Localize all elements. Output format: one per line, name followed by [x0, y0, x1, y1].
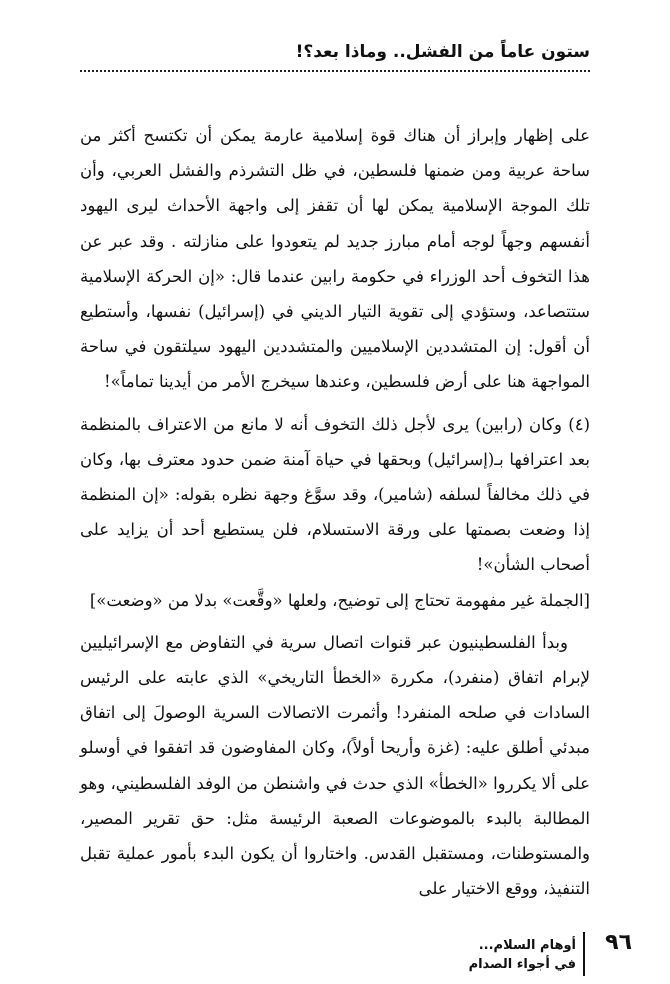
book-title — [440, 936, 576, 974]
paragraph: على إظهار وإبراز أن هناك قوة إسلامية عارمة يمكن أن تكتسح أكثر من ساحة عربية ومن ضمنها فلسطين، في ظل التشرذم والفشل العربي، وأن تلك الموجة الإسلامية يمكن لها أن تقفز إلى واجهة الأحداث ليرى اليهود أنفسهم وجهاً لوجه أمام مبارز جديد لم يتعودوا على منازلته . وقد عبر عن هذا التخوف أحد الوزراء في حكومة رابين عندما قال: «إن الحركة الإسلامية ستتصاعد، وستؤدي إلى تقوية التيار الديني في (إسرائيل) نفسها، وأستطيع أن أقول: إن المتشددين الإسلاميين والمتشددين اليهود سيلتقون في ساحة المواجهة هنا على أرض فلسطين، وعندها سيخرج الأمر من أيدينا تماماً»! — [80, 126, 591, 392]
header-dotted-rule — [80, 70, 590, 72]
paragraph: وبدأ الفلسطينيون عبر قنوات اتصال سرية في التفاوض مع الإسرائيليين لإبرام اتفاق (منفرد)، مكررة «الخطأ التاريخي» الذي عابته على الرئيس السادات في صلحه المنفرد! وأثمرت الاتصالات السرية الوصولَ إلى اتفاق مبدئي أطلق عليه: (غزة وأريحا أولاً)، وكان المفاوضون قد اتفقوا في أوسلو على ألا يكرروا «الخطأ» الذي حدث في واشنطن من الوفد الفلسطيني، وهو المطالبة بالبدء بالموضوعات الصعبة الرئيسة مثل: حق تقرير المصير، والمستوطنات، ومستقبل القدس. واختاروا أن يكون البدء بأمور عملية تقبل التنفيذ، ووقع الاختيار على — [80, 632, 590, 899]
paragraph: (٤) وكان (رابين) يرى لأجل ذلك التخوف أنه لا مانع من الاعتراف بالمنظمة بعد اعترافها بـ(إسرائيل) وبحقها في حياة آمنة ضمن حدود معترف بها، وكان في ذلك مخالفاً لسلفه (شامير)، وقد سوَّغ وجهة نظره بقوله: «إن المنظمة إذا وضعت بصمتها على ورقة الاستسلام، فلن يستطيع أحد أن يزايد على أصحاب الشأن»! — [80, 414, 590, 575]
book-title-line: في أجواء الصدام — [468, 957, 576, 972]
footer-divider — [583, 932, 585, 976]
book-title-line: أوهام السلام... — [478, 938, 576, 953]
page-number: ٩٦ — [605, 930, 632, 955]
running-header: ستون عاماً من الفشل.. وماذا بعد؟! — [295, 42, 590, 62]
body-text — [80, 118, 590, 906]
editor-note: [الجملة غير مفهومة تحتاج إلى توضيح، ولعلها «وقَّعت» بدلا من «وضعت»] — [89, 590, 590, 610]
